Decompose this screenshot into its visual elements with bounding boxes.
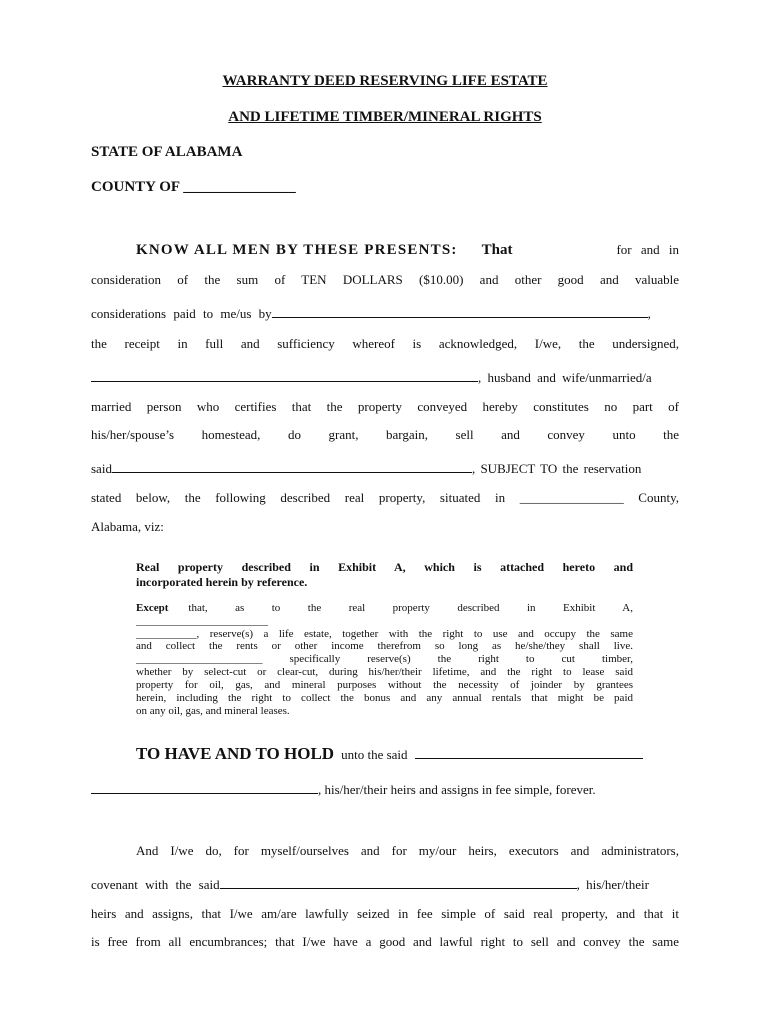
title-line-2: AND LIFETIME TIMBER/MINERAL RIGHTS [228,109,542,125]
habendum-grantee-blank[interactable] [415,747,643,759]
intro-line-1 [136,242,679,259]
habendum-rest: unto the said [341,747,408,762]
covenant-grantee-blank[interactable] [220,877,577,889]
habendum-line-2-text: , his/her/their heirs and assigns in fee simple, forever. [318,782,596,797]
covenant-line-3: heirs and assigns, that I/we am/are lawfully seized in fee simple of said real property, and that it [91,906,679,921]
exhibit-line-e3: and collect the rents or other income therefrom so long as he/she/they shall live. [136,640,633,652]
covenant-line-2-end: , his/her/their [576,877,649,892]
exhibit-line-e8: on any oil, gas, and mineral leases. [136,705,290,717]
habendum-heading: TO HAVE AND TO HOLD [136,744,335,763]
exhibit-line-e2: ___________, reserve(s) a life estate, together with the right to use and occupy the same [136,628,633,640]
intro-line-7: his/her/spouse’s homestead, do grant, bargain, sell and convey unto the [91,427,679,442]
county-heading: COUNTY OF _______________ [91,179,296,195]
exhibit-line-e6: property for oil, gas, and mineral purposes without the necessity of joinder by grantees [136,679,633,691]
intro-line-5-text: , husband and wife/unmarried/a [478,370,652,385]
intro-line-2: consideration of the sum of TEN DOLLARS ($10.00) and other good and valuable [91,272,679,287]
except-line [136,602,633,615]
state-heading: STATE OF ALABAMA [91,144,243,160]
intro-line-8 [91,461,679,477]
intro-line-8-said: said [91,461,112,476]
intro-line-10: Alabama, viz: [91,519,164,534]
except-blank-line: ________________________ [136,615,268,627]
intro-line-3-text: considerations paid to me/us by [91,306,272,321]
covenant-line-2-text: covenant with the said [91,877,220,892]
grantee-name-blank[interactable] [272,306,648,318]
exhibit-line-e5: whether by select-cut or clear-cut, during his/her/their lifetime, and the right to lease said [136,666,633,678]
intro-line-3 [91,306,679,322]
intro-line-5 [91,370,679,386]
covenant-line-2 [91,877,679,893]
habendum-grantee-blank-2[interactable] [91,782,318,794]
intro-rest: for and in [616,242,679,257]
intro-line-4: the receipt in full and sufficiency whereof is acknowledged, I/we, the undersigned, [91,336,679,351]
exhibit-line-e7: herein, including the right to collect the bonus and any annual rentals that might be paid [136,692,633,704]
grantee-said-blank[interactable] [112,461,472,473]
covenant-line-4: is free from all encumbrances; that I/we have a good and lawful right to sell and convey the same [91,934,679,949]
exhibit-line-2: incorporated herein by reference. [136,575,308,589]
except-word: Except [136,602,169,614]
intro-line-9: stated below, the following described real property, situated in ________________ County, [91,490,679,505]
intro-line-6: married person who certifies that the property conveyed hereby constitutes no part of [91,399,679,414]
grantor-name-blank[interactable] [91,370,478,382]
title-line-1: WARRANTY DEED RESERVING LIFE ESTATE [222,73,548,89]
exhibit-line-e4: _______________________ specifically reserve(s) the right to cut timber, [136,653,633,665]
exhibit-line-1: Real property described in Exhibit A, which is attached hereto and [136,560,633,574]
intro-that: That [481,242,513,258]
habendum-line-1 [136,744,643,764]
intro-line-8-text: , SUBJECT TO the reservation [471,461,642,476]
comma: , [647,306,651,321]
habendum-line-2 [91,782,596,798]
intro-heading: KNOW ALL MEN BY THESE PRESENTS: [136,242,458,258]
except-rest: that, as to the real property described in Exhibit A, [188,602,633,614]
covenant-line-1: And I/we do, for myself/ourselves and for my/our heirs, executors and administrators, [136,843,679,858]
